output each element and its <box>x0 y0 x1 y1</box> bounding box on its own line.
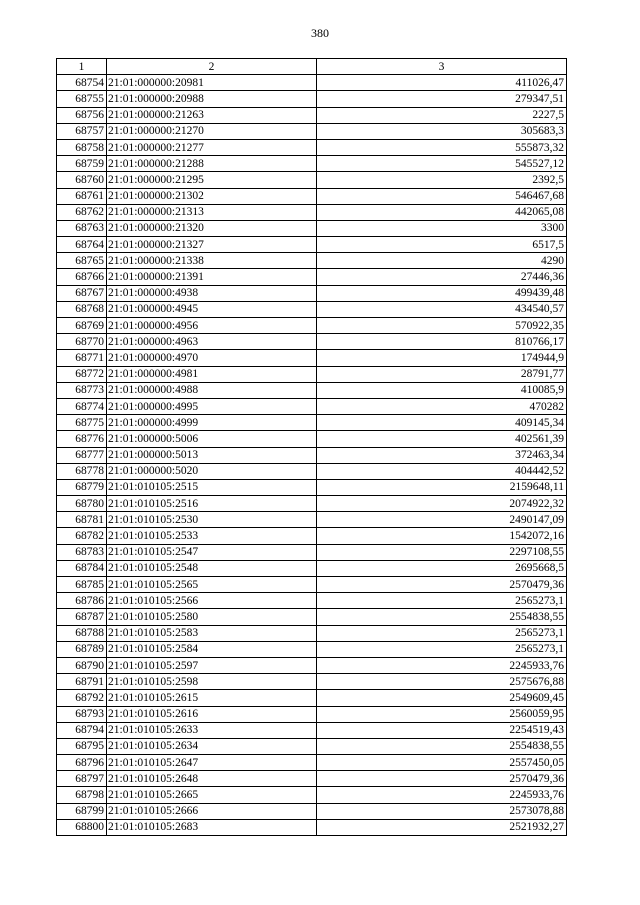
table-row <box>57 285 567 301</box>
value-cell: 4290 <box>317 253 567 269</box>
value-cell: 434540,57 <box>317 301 567 317</box>
cadastral-number-cell: 21:01:000000:21313 <box>107 204 317 220</box>
value-cell: 2297108,55 <box>317 544 567 560</box>
table-row <box>57 544 567 560</box>
cadastral-number-cell: 21:01:010105:2516 <box>107 496 317 512</box>
row-number-cell: 68795 <box>57 738 107 754</box>
cadastral-number-cell: 21:01:000000:21295 <box>107 172 317 188</box>
table-row <box>57 318 567 334</box>
table-row <box>57 415 567 431</box>
cadastral-number-cell: 21:01:000000:5006 <box>107 431 317 447</box>
row-number-cell: 68790 <box>57 657 107 673</box>
row-number-cell: 68766 <box>57 269 107 285</box>
cadastral-number-cell: 21:01:000000:4995 <box>107 398 317 414</box>
row-number-cell: 68800 <box>57 819 107 835</box>
value-cell: 2549609,45 <box>317 690 567 706</box>
row-number-cell: 68797 <box>57 771 107 787</box>
cadastral-number-cell: 21:01:000000:4956 <box>107 318 317 334</box>
table-row <box>57 657 567 673</box>
cadastral-number-cell: 21:01:000000:21327 <box>107 237 317 253</box>
cadastral-number-cell: 21:01:000000:20988 <box>107 91 317 107</box>
row-number-cell: 68782 <box>57 528 107 544</box>
cadastral-number-cell: 21:01:010105:2634 <box>107 738 317 754</box>
value-cell: 372463,34 <box>317 447 567 463</box>
value-cell: 2490147,09 <box>317 512 567 528</box>
row-number-cell: 68788 <box>57 625 107 641</box>
value-cell: 2227,5 <box>317 107 567 123</box>
row-number-cell: 68779 <box>57 479 107 495</box>
row-number-cell: 68783 <box>57 544 107 560</box>
column-header-3: 3 <box>317 59 567 75</box>
cadastral-number-cell: 21:01:010105:2665 <box>107 787 317 803</box>
value-cell: 2254519,43 <box>317 722 567 738</box>
row-number-cell: 68764 <box>57 237 107 253</box>
cadastral-number-cell: 21:01:000000:4963 <box>107 334 317 350</box>
value-cell: 2392,5 <box>317 172 567 188</box>
table-row <box>57 366 567 382</box>
value-cell: 3300 <box>317 220 567 236</box>
cadastral-number-cell: 21:01:000000:21277 <box>107 139 317 155</box>
cadastral-number-cell: 21:01:000000:4988 <box>107 382 317 398</box>
table-row <box>57 722 567 738</box>
row-number-cell: 68762 <box>57 204 107 220</box>
value-cell: 545527,12 <box>317 156 567 172</box>
table-row <box>57 75 567 91</box>
row-number-cell: 68770 <box>57 334 107 350</box>
table-row <box>57 512 567 528</box>
table-row <box>57 625 567 641</box>
row-number-cell: 68794 <box>57 722 107 738</box>
value-cell: 2575676,88 <box>317 674 567 690</box>
table-row <box>57 350 567 366</box>
row-number-cell: 68758 <box>57 139 107 155</box>
cadastral-number-cell: 21:01:010105:2647 <box>107 755 317 771</box>
cadastral-number-cell: 21:01:000000:5020 <box>107 463 317 479</box>
value-cell: 2159648,11 <box>317 479 567 495</box>
table-row <box>57 496 567 512</box>
row-number-cell: 68774 <box>57 398 107 414</box>
value-cell: 1542072,16 <box>317 528 567 544</box>
table-row <box>57 172 567 188</box>
cadastral-number-cell: 21:01:000000:21263 <box>107 107 317 123</box>
row-number-cell: 68761 <box>57 188 107 204</box>
table-row <box>57 819 567 835</box>
table-row <box>57 188 567 204</box>
cadastral-number-cell: 21:01:010105:2683 <box>107 819 317 835</box>
row-number-cell: 68768 <box>57 301 107 317</box>
cadastral-number-cell: 21:01:010105:2597 <box>107 657 317 673</box>
value-cell: 2565273,1 <box>317 641 567 657</box>
row-number-cell: 68791 <box>57 674 107 690</box>
row-number-cell: 68760 <box>57 172 107 188</box>
table-row <box>57 334 567 350</box>
row-number-cell: 68799 <box>57 803 107 819</box>
row-number-cell: 68781 <box>57 512 107 528</box>
table-row <box>57 771 567 787</box>
table-row <box>57 787 567 803</box>
cadastral-number-cell: 21:01:010105:2547 <box>107 544 317 560</box>
table-row <box>57 204 567 220</box>
row-number-cell: 68771 <box>57 350 107 366</box>
value-cell: 570922,35 <box>317 318 567 334</box>
row-number-cell: 68775 <box>57 415 107 431</box>
cadastral-number-cell: 21:01:010105:2615 <box>107 690 317 706</box>
cadastral-number-cell: 21:01:010105:2533 <box>107 528 317 544</box>
value-cell: 27446,36 <box>317 269 567 285</box>
cadastral-number-cell: 21:01:000000:21270 <box>107 123 317 139</box>
value-cell: 404442,52 <box>317 463 567 479</box>
table-row <box>57 528 567 544</box>
table-header-row <box>57 59 567 75</box>
table-row <box>57 641 567 657</box>
row-number-cell: 68765 <box>57 253 107 269</box>
value-cell: 2560059,95 <box>317 706 567 722</box>
row-number-cell: 68786 <box>57 593 107 609</box>
table-row <box>57 269 567 285</box>
table-row <box>57 690 567 706</box>
value-cell: 411026,47 <box>317 75 567 91</box>
cadastral-number-cell: 21:01:000000:4938 <box>107 285 317 301</box>
cadastral-number-cell: 21:01:010105:2648 <box>107 771 317 787</box>
row-number-cell: 68755 <box>57 91 107 107</box>
value-cell: 2570479,36 <box>317 771 567 787</box>
cadastral-number-cell: 21:01:000000:21391 <box>107 269 317 285</box>
row-number-cell: 68793 <box>57 706 107 722</box>
row-number-cell: 68778 <box>57 463 107 479</box>
row-number-cell: 68769 <box>57 318 107 334</box>
value-cell: 6517,5 <box>317 237 567 253</box>
value-cell: 28791,77 <box>317 366 567 382</box>
table-row <box>57 301 567 317</box>
row-number-cell: 68784 <box>57 560 107 576</box>
value-cell: 546467,68 <box>317 188 567 204</box>
cadastral-number-cell: 21:01:000000:20981 <box>107 75 317 91</box>
value-cell: 402561,39 <box>317 431 567 447</box>
cadastral-number-cell: 21:01:010105:2580 <box>107 609 317 625</box>
cadastral-number-cell: 21:01:000000:4970 <box>107 350 317 366</box>
table-row <box>57 609 567 625</box>
value-cell: 555873,32 <box>317 139 567 155</box>
cadastral-number-cell: 21:01:010105:2584 <box>107 641 317 657</box>
cadastral-number-cell: 21:01:000000:21302 <box>107 188 317 204</box>
value-cell: 2695668,5 <box>317 560 567 576</box>
value-cell: 305683,3 <box>317 123 567 139</box>
table-row <box>57 123 567 139</box>
cadastral-number-cell: 21:01:010105:2598 <box>107 674 317 690</box>
value-cell: 470282 <box>317 398 567 414</box>
column-header-1: 1 <box>57 59 107 75</box>
table-row <box>57 237 567 253</box>
table-row <box>57 139 567 155</box>
value-cell: 2554838,55 <box>317 609 567 625</box>
table-row <box>57 220 567 236</box>
table-row <box>57 431 567 447</box>
value-cell: 2557450,05 <box>317 755 567 771</box>
row-number-cell: 68763 <box>57 220 107 236</box>
row-number-cell: 68796 <box>57 755 107 771</box>
row-number-cell: 68792 <box>57 690 107 706</box>
value-cell: 499439,48 <box>317 285 567 301</box>
value-cell: 2074922,32 <box>317 496 567 512</box>
cadastral-number-cell: 21:01:000000:4999 <box>107 415 317 431</box>
cadastral-number-cell: 21:01:000000:21338 <box>107 253 317 269</box>
table-row <box>57 803 567 819</box>
cadastral-number-cell: 21:01:010105:2666 <box>107 803 317 819</box>
row-number-cell: 68789 <box>57 641 107 657</box>
table-row <box>57 560 567 576</box>
row-number-cell: 68759 <box>57 156 107 172</box>
cadastral-number-cell: 21:01:000000:5013 <box>107 447 317 463</box>
page-number: 380 <box>311 26 329 40</box>
table-row <box>57 593 567 609</box>
cadastral-number-cell: 21:01:000000:21320 <box>107 220 317 236</box>
cadastral-number-cell: 21:01:010105:2530 <box>107 512 317 528</box>
cadastral-number-cell: 21:01:010105:2616 <box>107 706 317 722</box>
value-cell: 442065,08 <box>317 204 567 220</box>
value-cell: 2565273,1 <box>317 593 567 609</box>
value-cell: 409145,34 <box>317 415 567 431</box>
table-row <box>57 479 567 495</box>
row-number-cell: 68773 <box>57 382 107 398</box>
table-row <box>57 706 567 722</box>
row-number-cell: 68777 <box>57 447 107 463</box>
table-row <box>57 577 567 593</box>
table-row <box>57 91 567 107</box>
table-row <box>57 382 567 398</box>
cadastral-number-cell: 21:01:010105:2565 <box>107 577 317 593</box>
value-cell: 2245933,76 <box>317 657 567 673</box>
row-number-cell: 68772 <box>57 366 107 382</box>
row-number-cell: 68757 <box>57 123 107 139</box>
table-row <box>57 463 567 479</box>
row-number-cell: 68787 <box>57 609 107 625</box>
value-cell: 2573078,88 <box>317 803 567 819</box>
row-number-cell: 68780 <box>57 496 107 512</box>
value-cell: 2554838,55 <box>317 738 567 754</box>
value-cell: 174944,9 <box>317 350 567 366</box>
row-number-cell: 68798 <box>57 787 107 803</box>
table-row <box>57 156 567 172</box>
table-row <box>57 447 567 463</box>
row-number-cell: 68754 <box>57 75 107 91</box>
value-cell: 2570479,36 <box>317 577 567 593</box>
table-row <box>57 253 567 269</box>
value-cell: 2565273,1 <box>317 625 567 641</box>
value-cell: 810766,17 <box>317 334 567 350</box>
row-number-cell: 68776 <box>57 431 107 447</box>
cadastral-number-cell: 21:01:010105:2548 <box>107 560 317 576</box>
cadastral-number-cell: 21:01:000000:4981 <box>107 366 317 382</box>
row-number-cell: 68785 <box>57 577 107 593</box>
cadastral-number-cell: 21:01:010105:2566 <box>107 593 317 609</box>
row-number-cell: 68756 <box>57 107 107 123</box>
column-header-2: 2 <box>107 59 317 75</box>
cadastral-number-cell: 21:01:000000:4945 <box>107 301 317 317</box>
cadastral-number-cell: 21:01:010105:2633 <box>107 722 317 738</box>
data-table <box>56 58 567 836</box>
cadastral-number-cell: 21:01:010105:2515 <box>107 479 317 495</box>
row-number-cell: 68767 <box>57 285 107 301</box>
table-row <box>57 398 567 414</box>
cadastral-number-cell: 21:01:000000:21288 <box>107 156 317 172</box>
table-row <box>57 755 567 771</box>
table-row <box>57 107 567 123</box>
table-row <box>57 738 567 754</box>
cadastral-number-cell: 21:01:010105:2583 <box>107 625 317 641</box>
table-row <box>57 674 567 690</box>
value-cell: 2245933,76 <box>317 787 567 803</box>
value-cell: 410085,9 <box>317 382 567 398</box>
value-cell: 2521932,27 <box>317 819 567 835</box>
value-cell: 279347,51 <box>317 91 567 107</box>
